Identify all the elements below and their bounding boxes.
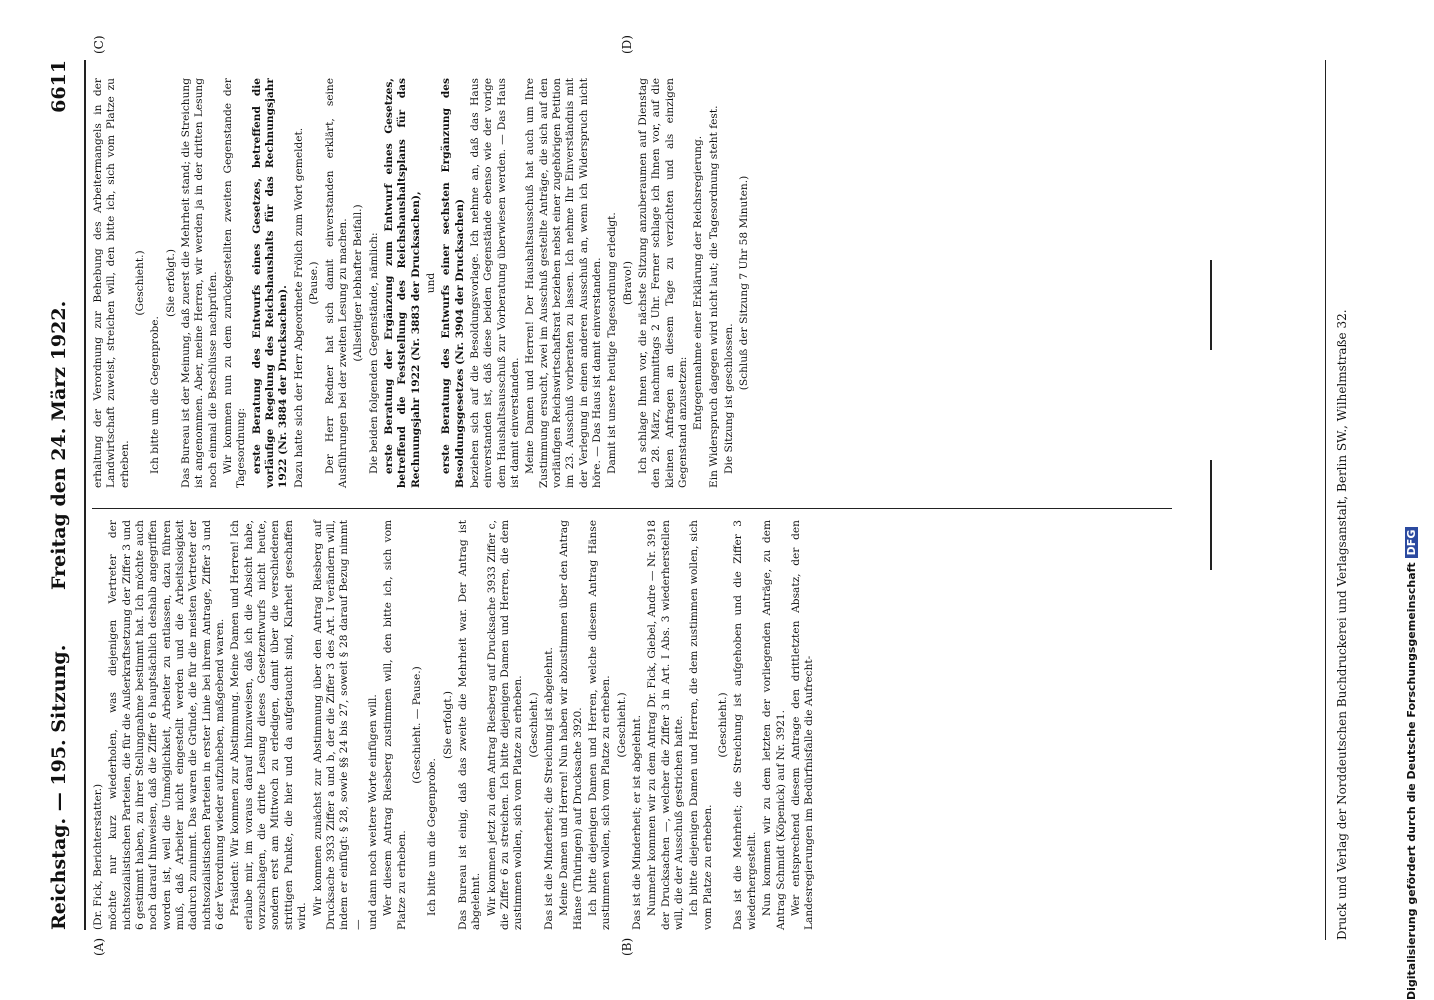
left-paragraph: möchte nur kurz wiederholen, was diejenigen Vertreter der nichtsozialistischen Parteien, die für die Außerkraftsetzung der Ziffer 3 und 6 gestimmt haben, zu ihrer Stellungnahme bestimmt hat. Ich möchte auch noch darauf hinweisen, daß die Ziffer 6 hauptsächlich deshalb angegriffen worden ist, weil die Unmöglichkeit, Arbeiter zu entlassen, dazu führen muß, daß Arbeiter nicht eingestellt werden und die Arbeitslosigkeit dadurch zunimmt. Das waren die Gründe, die für die meisten Vertreter der nichtsozialistischen Parteien in erster Linie bei ihrem Antrage, Ziffer 3 und 6 der Verordnung wieder aufzuheben, maßgebend waren.	[107, 520, 227, 930]
right-paragraph: erhaltung der Verordnung zur Behebung des Arbeitermangels in der Landwirtschaft zuweist, streichen will, den bitte ich, sich vom Platze zu erheben.	[92, 78, 131, 488]
right-paragraph: beziehen sich auf die Besoldungsvorlage. Ich nehme an, daß das Haus einverstanden ist, daß diese beiden Gegenstände ebenso wie der vorige dem Haushaltsausschuß zur Vorberatung überwiesen werden. — Das Haus ist damit einverstanden.	[468, 78, 521, 488]
column-divider	[92, 508, 1172, 509]
right-paragraph: Der Herr Redner hat sich damit einverstanden erklärt, seine Ausführungen bei der zweiten Lesung zu machen.	[323, 78, 349, 488]
left-paragraph: Das Bureau ist einig, daß das zweite die Mehrheit war. Der Antrag ist abgelehnt.	[456, 520, 483, 930]
margin-marker-b: (B)	[620, 937, 634, 956]
left-paragraph: Ich bitte um die Gegenprobe.	[426, 758, 439, 916]
right-paragraph: Wir kommen nun zu dem zurückgestellten zweiten Gegenstande der Tagesordnung:	[222, 78, 248, 488]
left-paragraph: Nun kommen wir zu dem letzten der vorliegenden Anträge, zu dem Antrag Schmidt (Köpenick) auf Nr. 3921.	[761, 520, 787, 930]
right-paragraph: Das Bureau ist der Meinung, daß zuerst die Mehrheit stand; die Streichung ist angenommen. Aber, meine Herren, wir werden ja in der dritten Lesung noch einmal die Beschlüsse nachprüfen.	[180, 78, 219, 488]
left-paragraph: Meine Damen und Herren! Nun haben wir abzustimmen über den Antrag Hänse (Thüringen) auf Drucksache 3920.	[558, 520, 584, 930]
closing-rule-left	[1210, 460, 1212, 570]
right-paragraph: und	[424, 272, 437, 294]
left-paragraph: (Geschieht.)	[615, 692, 628, 758]
right-paragraph: (Sie erfolgt.)	[164, 249, 177, 317]
header-rule	[84, 60, 86, 930]
right-paragraph: erste Beratung des Entwurfs eines Gesetzes, betreffend die vorläufige Regelung des Reichshaushalts für das Rechnungsjahr 1922 (Nr. 3884 der Drucksachen).	[250, 78, 290, 488]
credit-text: Digitalisierung gefördert durch die Deutsche Forschungsgemeinschaft	[1405, 562, 1418, 1000]
left-paragraph: Wir kommen jetzt zu dem Antrag Riesberg auf Drucksache 3933 Ziffer c, die Ziffer 6 zu streichen. Ich bitte diejenigen Damen und Herren, die dem zustimmen wollen, sich vom Platze zu erheben.	[485, 520, 525, 930]
page-header	[40, 60, 80, 930]
margin-marker-c: (C)	[92, 35, 106, 54]
left-paragraph: Wer entsprechend diesem Antrage den drittletzten Absatz, der den Landesregierungen im Bedürfnisfalle die Aufrecht-	[789, 520, 816, 930]
right-paragraph: (Geschieht.)	[134, 250, 147, 316]
page-number: 6611	[48, 60, 70, 113]
footer-rule	[1325, 60, 1326, 940]
left-paragraph: Das ist die Mehrheit; die Streichung ist aufgehoben und die Ziffer 3 wiederhergestellt.	[732, 520, 758, 930]
digitization-credit	[1405, 0, 1425, 1000]
right-paragraph: Ein Widerspruch dagegen wird nicht laut; die Tagesordnung steht fest.	[707, 105, 720, 488]
right-paragraph: Ich bitte um die Gegenprobe.	[149, 316, 162, 474]
dfg-logo: DFG	[1405, 527, 1418, 559]
left-paragraph: (Geschieht.)	[717, 692, 730, 758]
right-paragraph: erste Beratung der Ergänzung zum Entwurf eines Gesetzes, betreffend die Feststellung des Reichshaushaltsplans für das Rechnungsjahr 1922 (Nr. 3883 der Drucksachen),	[382, 78, 422, 488]
left-paragraph: Nunmehr kommen wir zu dem Antrag Dr. Fick, Giebel, Andre — Nr. 3918 der Drucksachen —, welcher die Ziffer 3 in Art. I Abs. 3 wiederherstellen will, die der Ausschuß gestrichen hatte.	[646, 520, 686, 930]
left-paragraph: (Sie erfolgt.)	[441, 691, 454, 759]
left-paragraph: (Dr. Fick, Berichterstatter.)	[92, 783, 104, 930]
left-paragraph: Wer diesem Antrag Riesberg zustimmen will, den bitte ich, sich vom Platze zu erheben.	[382, 520, 408, 930]
right-paragraph: (Pause.)	[308, 261, 321, 305]
left-paragraph: und dann noch weitere Worte einfügen will.	[366, 694, 379, 930]
left-paragraph: (Geschieht. — Pause.)	[410, 666, 423, 784]
right-paragraph: Meine Damen und Herren! Der Haushaltsausschuß hat auch um Ihre Zustimmung ersucht, zwei im Ausschuß gestellte Anträge, die sich auf den vorläufigen Reichswirtschaftsrat beziehen nebst einer zugehörigen Petition im 23. Ausschuß vorberaten zu lassen. Ich nehme Ihr Einverständnis mit der Verlegung in einen anderen Ausschuß an, wenn ich Widerspruch nicht höre. — Das Haus ist damit einverstanden.	[524, 78, 604, 488]
left-paragraph: Präsident: Wir kommen zur Abstimmung. Meine Damen und Herren! Ich erlaube mir, im voraus darauf hinzuweisen, daß ich die Absicht habe, vorzuschlagen, die dritte Lesung dieses Gesetzentwurfs nicht heute, sondern erst am Mittwoch zu erledigen, damit über die verschiedenen strittigen Punkte, die hier und da aufgetaucht sind, Klarheit geschaffen wird.	[229, 520, 309, 930]
right-paragraph: (Allseitiger lebhafter Beifall.)	[352, 204, 365, 362]
right-paragraph: erste Beratung des Entwurfs einer sechsten Ergänzung des Besoldungsgesetzes (Nr. 3904 der Drucksachen)	[440, 78, 466, 488]
closing-rule	[1210, 260, 1212, 350]
right-paragraph: Die beiden folgenden Gegenstände, nämlich:	[367, 232, 380, 474]
header-center: Freitag den 24. März 1922.	[48, 300, 70, 590]
left-paragraph: Das ist die Minderheit; die Streichung ist abgelehnt.	[543, 647, 555, 930]
right-paragraph: Dazu hatte sich der Herr Abgeordnete Frölich zum Wort gemeldet.	[292, 127, 305, 488]
left-paragraph: Ich bitte diejenigen Damen und Herren, welche diesem Antrag Hänse zustimmen wollen, sich vom Platze zu erheben.	[587, 520, 613, 930]
right-paragraph: Entgegennahme einer Erklärung der Reichsregierung.	[692, 135, 705, 431]
right-paragraph: Die Sitzung ist geschlossen.	[723, 323, 736, 474]
left-paragraph: (Geschieht.)	[527, 692, 540, 758]
header-left: Reichstag. — 195. Sitzung.	[48, 644, 70, 930]
left-paragraph: Ich bitte diejenigen Damen und Herren, die dem zustimmen wollen, sich vom Platze zu erheben.	[688, 520, 714, 930]
margin-marker-d: (D)	[620, 35, 634, 54]
left-paragraph: Das ist die Minderheit; er ist abgelehnt.	[631, 715, 644, 930]
right-paragraph: (Schluß der Sitzung 7 Uhr 58 Minuten.)	[738, 175, 751, 391]
imprint-footer: Druck und Verlag der Norddeutschen Buchdruckerei und Verlagsanstalt, Berlin SW., Wilhelmstraße 32.	[1335, 309, 1349, 940]
right-paragraph: Ich schlage Ihnen vor, die nächste Sitzung anzuberaumen auf Dienstag den 28. März, nachmittags 2 Uhr. Ferner schlage ich Ihnen vor, auf die kleinen Anfragen an diesem Tage zu verzichten und als einzigen Gegenstand anzusetzen:	[637, 78, 690, 488]
left-column	[92, 520, 819, 930]
left-paragraph: Wir kommen zunächst zur Abstimmung über den Antrag Riesberg auf Drucksache 3933 Ziffer a und b, der die Ziffer 3 des Art. I verändern will, indem er einfügt: § 28, sowie §§ 24 bis 27, soweit § 28 darauf Bezug nimmt —	[311, 520, 364, 930]
right-paragraph: (Bravo!)	[621, 260, 634, 306]
margin-marker-a: (A)	[92, 937, 106, 956]
right-paragraph: Damit ist unsere heutige Tagesordnung erledigt.	[606, 212, 619, 474]
right-column	[92, 78, 754, 488]
